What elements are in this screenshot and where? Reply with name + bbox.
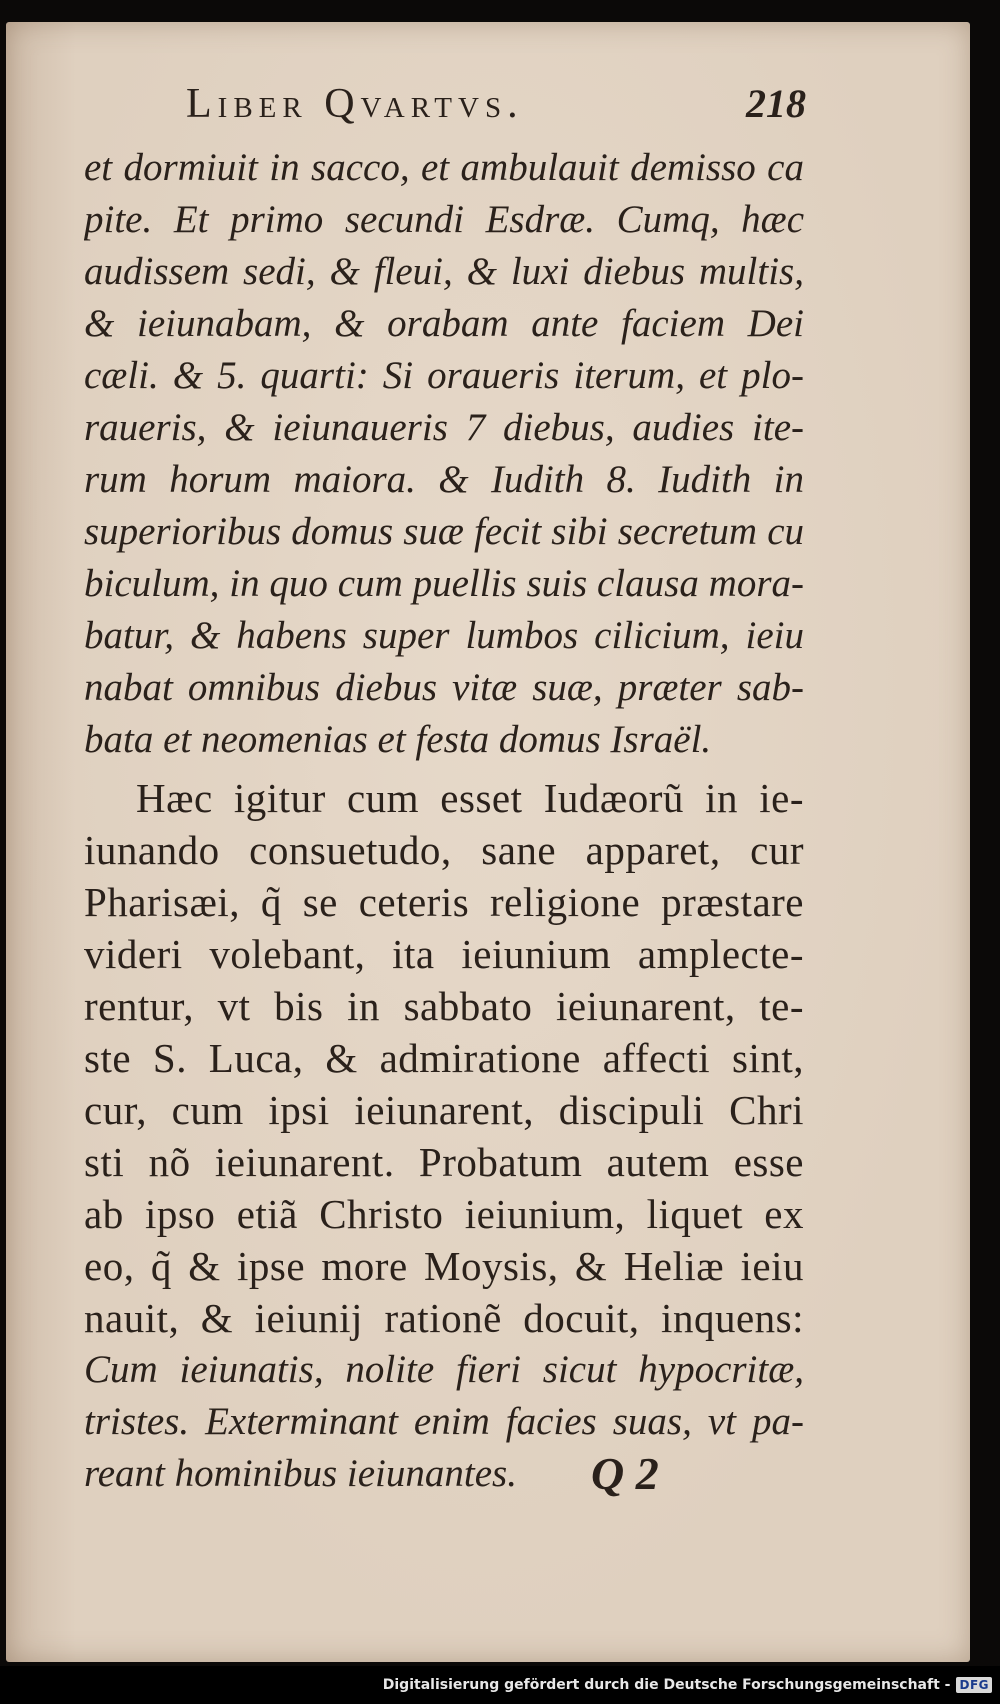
- text-line: rum horum maiora. & Iudith 8. Iudith in: [84, 458, 804, 501]
- text-line: batur, & habens super lumbos cilicium, ieiu: [84, 614, 804, 657]
- text-line: pite. Et primo secundi Esdræ. Cumq, hæc: [84, 198, 804, 241]
- text-line: cæli. & 5. quarti: Si oraueris iterum, et plo-: [84, 354, 804, 397]
- running-head: Liber Qvartvs.: [186, 81, 524, 127]
- text-line: ab ipso etiã Christo ieiunium, liquet ex: [84, 1191, 804, 1237]
- text-line: cur, cum ipsi ieiunarent, discipuli Chri: [84, 1087, 804, 1133]
- dfg-logo: DFG: [956, 1677, 992, 1693]
- text-line: Cum ieiunatis, nolite fieri sicut hypocritæ,: [84, 1348, 804, 1391]
- text-line: tristes. Exterminant enim facies suas, vt pa-: [84, 1400, 804, 1443]
- roman-paragraph: [84, 772, 804, 1344]
- text-line: reant hominibus ieiunantes.: [84, 1452, 517, 1495]
- text-line: bata et neomenias et festa domus Israël.: [84, 718, 712, 761]
- text-line: nabat omnibus diebus vitæ suæ, præter sab-: [84, 666, 804, 709]
- text-line: audissem sedi, & fleui, & luxi diebus multis,: [84, 250, 804, 293]
- catchword: Q 2: [591, 1448, 659, 1499]
- book-page: [6, 22, 970, 1662]
- text-line: nauit, & ieiunij rationẽ docuit, inquens:: [84, 1295, 804, 1341]
- italic-quotation: [84, 142, 804, 766]
- text-line: Hæc igitur cum esset Iudæorũ in ie-: [136, 775, 804, 821]
- text-line: videri volebant, ita ieiunium amplecte-: [84, 931, 804, 977]
- text-line: Pharisæi, q̃ se ceteris religione præstare: [84, 879, 804, 925]
- text-line: sti nõ ieiunarent. Probatum autem esse: [84, 1139, 804, 1185]
- text-line: & ieiunabam, & orabam ante faciem Dei: [84, 302, 804, 345]
- text-line: iunando consuetudo, sane apparet, cur: [84, 827, 804, 873]
- text-line: eo, q̃ & ipse more Moysis, & Heliæ ieiu: [84, 1243, 804, 1289]
- credit-text: Digitalisierung gefördert durch die Deutsche Forschungsgemeinschaft -: [382, 1677, 951, 1693]
- text-line: biculum, in quo cum puellis suis clausa mora-: [84, 562, 804, 605]
- text-line: rentur, vt bis in sabbato ieiunarent, te-: [84, 983, 804, 1029]
- digitization-credit-bar: [0, 1666, 1000, 1704]
- italic-quotation-2: [84, 1344, 804, 1500]
- text-line: ste S. Luca, & admiratione affecti sint,: [84, 1035, 804, 1081]
- page-header: [186, 80, 806, 140]
- text-block: [84, 142, 804, 1500]
- page-number: 218: [746, 81, 806, 126]
- text-line: raueris, & ieiunaueris 7 diebus, audies ite-: [84, 406, 804, 449]
- text-line: superioribus domus suæ fecit sibi secretum cu: [84, 510, 804, 553]
- text-line: et dormiuit in sacco, et ambulauit demisso ca: [84, 146, 804, 189]
